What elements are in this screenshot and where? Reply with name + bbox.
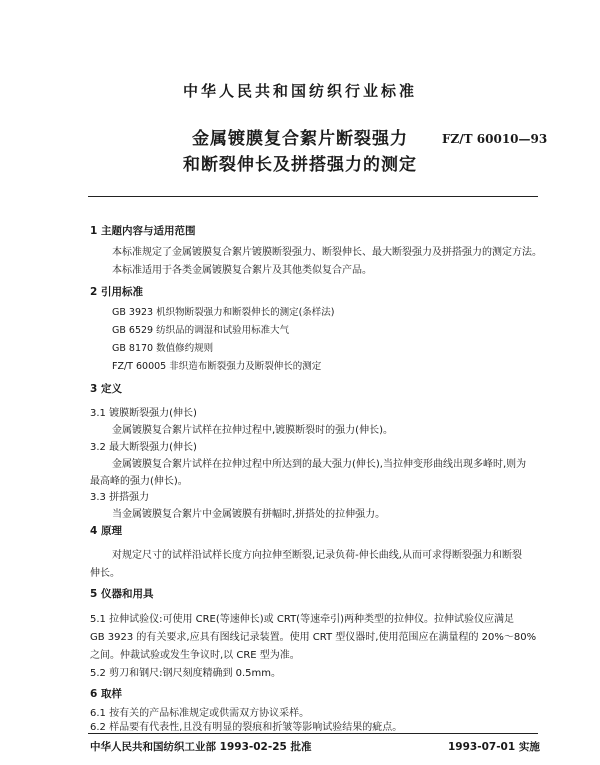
- effective-date: 1993-07-01 实施: [448, 741, 540, 753]
- reference-item: GB 6529 纺织品的调湿和试验用标准大气: [112, 325, 290, 336]
- clause-6-1: 6.1 按有关的产品标准规定或供需双方协议采样。: [90, 708, 310, 719]
- section-5-heading: 5 仪器和用具: [90, 588, 154, 600]
- section-2-heading: 2 引用标准: [90, 286, 143, 298]
- reference-item: GB 8170 数值修约规则: [112, 343, 214, 354]
- definition-3-1-text: 金属镀膜复合絮片试样在拉伸过程中,镀膜断裂时的强力(伸长)。: [112, 425, 393, 436]
- clause-6-2: 6.2 样品要有代表性,且没有明显的裂痕和折皱等影响试验结果的疵点。: [90, 722, 403, 733]
- top-divider: [88, 196, 538, 197]
- section-4-text-line-1: 对规定尺寸的试样沿试样长度方向拉伸至断裂,记录负荷-伸长曲线,从而可求得断裂强力和断裂: [112, 550, 522, 561]
- clause-5-1-line-2: GB 3923 的有关要求,应具有图线记录装置。使用 CRT 型仪器时,使用范围应在满量程的 20%～80%: [90, 632, 537, 643]
- bottom-divider: [88, 733, 538, 734]
- clause-5-1-line-3: 之间。仲裁试验或发生争议时,以 CRE 型为准。: [90, 650, 300, 661]
- section-6-heading: 6 取样: [90, 688, 122, 700]
- section-1-paragraph-2: 本标准适用于各类金属镀膜复合絮片及其他类似复合产品。: [112, 265, 372, 276]
- definition-3-2-title: 3.2 最大断裂强力(伸长): [90, 442, 197, 453]
- section-1-heading: 1 主题内容与适用范围: [90, 225, 196, 237]
- standard-organization: 中华人民共和国纺织行业标准: [182, 82, 417, 100]
- definition-3-2-text-line-1: 金属镀膜复合絮片试样在拉伸过程中所达到的最大强力(伸长),当拉伸变形曲线出现多峰时,则为: [112, 459, 527, 470]
- definition-3-3-text: 当金属镀膜复合絮片中金属镀膜有拼幅时,拼搭处的拉伸强力。: [112, 509, 386, 520]
- section-3-heading: 3 定义: [90, 383, 122, 395]
- section-4-heading: 4 原理: [90, 525, 122, 537]
- document-title-line-2: 和断裂伸长及拼搭强力的测定: [183, 155, 417, 175]
- section-4-text-line-2: 伸长。: [90, 568, 120, 579]
- reference-item: GB 3923 机织物断裂强力和断裂伸长的测定(条样法): [112, 307, 335, 318]
- clause-5-2: 5.2 剪刀和钢尺:钢尺刻度精确到 0.5mm。: [90, 668, 282, 679]
- definition-3-2-text-line-2: 最高峰的强力(伸长)。: [90, 476, 188, 487]
- standard-code: FZ/T 60010—93: [442, 132, 548, 146]
- reference-item: FZ/T 60005 非织造布断裂强力及断裂伸长的测定: [112, 361, 322, 372]
- document-title-line-1: 金属镀膜复合絮片断裂强力: [192, 129, 408, 149]
- definition-3-3-title: 3.3 拼搭强力: [90, 492, 150, 503]
- definition-3-1-title: 3.1 镀膜断裂强力(伸长): [90, 408, 197, 419]
- approval-date: 中华人民共和国纺织工业部 1993-02-25 批准: [90, 741, 312, 753]
- section-1-paragraph-1: 本标准规定了金属镀膜复合絮片镀膜断裂强力、断裂伸长、最大断裂强力及拼搭强力的测定方法。: [112, 247, 542, 258]
- clause-5-1-line-1: 5.1 拉伸试验仪:可使用 CRE(等速伸长)或 CRT(等速牵引)两种类型的拉伸仪。拉伸试验仪应满足: [90, 614, 514, 625]
